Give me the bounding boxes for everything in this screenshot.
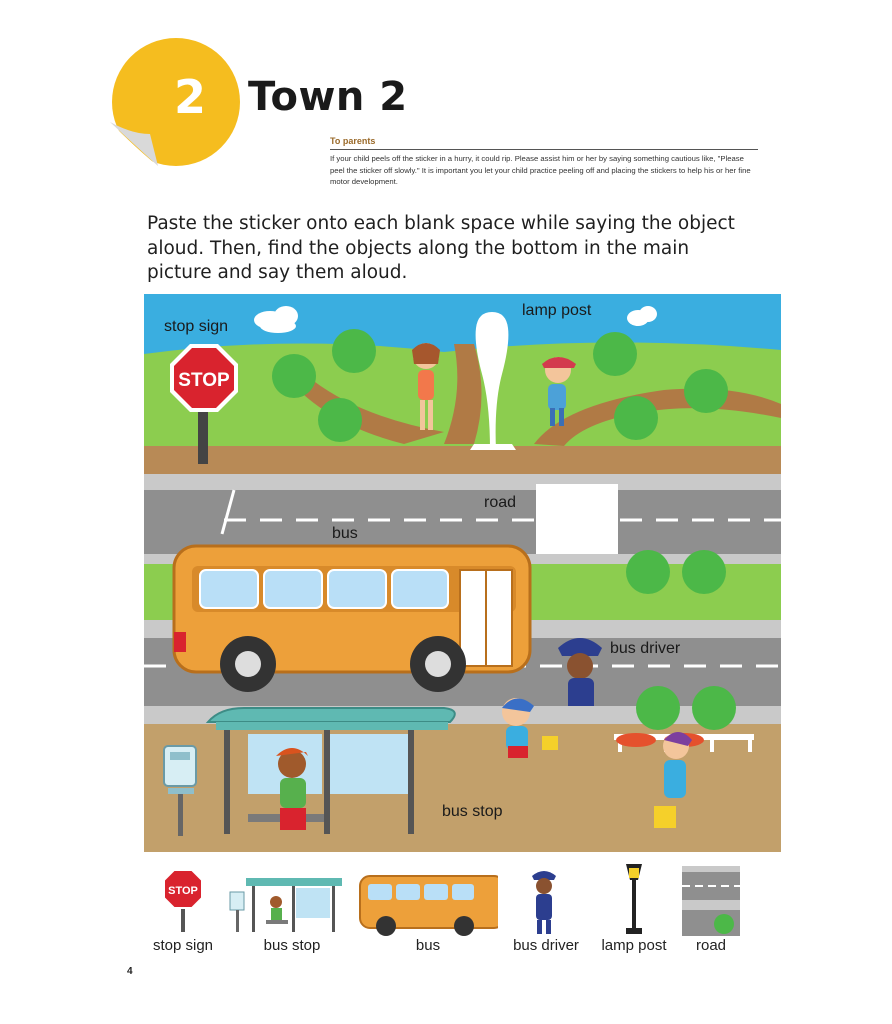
- sticker-label: bus: [415, 937, 441, 954]
- label-bus: bus: [332, 525, 358, 542]
- page-title: Town 2: [248, 74, 408, 120]
- sticker-item-bus-driver: [506, 858, 586, 958]
- lamp-post-icon: [594, 860, 674, 936]
- page-number: 4: [127, 966, 133, 977]
- svg-text:STOP: STOP: [168, 885, 198, 897]
- label-bus-driver: bus driver: [610, 640, 681, 657]
- sticker-item-lamp-post: [594, 858, 674, 958]
- sticker-item-bus: [358, 858, 498, 958]
- sticker-label: stop sign: [152, 937, 214, 954]
- sticker-label: lamp post: [601, 937, 667, 954]
- bus-icon: [358, 860, 498, 936]
- stop-sign-icon: [144, 860, 222, 936]
- road-sticker-blank[interactable]: [536, 484, 618, 560]
- to-parents-text: If your child peels off the sticker in a hurry, it could rip. Please assist him or her by saying something cautious like, "Please peel the sticker off slowly." It is important you let your child practice peeling off and placing the stickers to help his or her fine motor development.: [330, 154, 751, 186]
- lamp-post-sticker-blank[interactable]: [464, 308, 520, 456]
- stop-sign-text: STOP: [178, 370, 230, 391]
- to-parents-box: [330, 136, 758, 188]
- sticker-strip: [144, 858, 774, 958]
- chapter-number: 2: [173, 70, 206, 124]
- label-road: road: [484, 494, 517, 511]
- road-icon: [674, 860, 748, 936]
- bus-stop-icon: [226, 860, 358, 936]
- sticker-item-stop-sign: [144, 858, 222, 958]
- label-bus-stop: bus stop: [442, 803, 503, 820]
- sticker-item-bus-stop: [226, 858, 358, 958]
- sticker-label: bus stop: [263, 937, 321, 954]
- bus-driver-icon: [506, 860, 586, 936]
- to-parents-heading: To parents: [330, 136, 758, 150]
- sticker-label: bus driver: [513, 937, 579, 954]
- sticker-item-road: [674, 858, 748, 958]
- town-scene: [144, 294, 781, 852]
- town-illustration: [144, 294, 781, 852]
- label-lamp-post: lamp post: [522, 302, 592, 319]
- sticker-label: road: [695, 937, 727, 954]
- instructions-text: Paste the sticker onto each blank space while saying the object aloud. Then, find the objects along the bottom in the main picture and say them aloud.: [147, 213, 735, 283]
- label-stop-sign: stop sign: [164, 318, 229, 335]
